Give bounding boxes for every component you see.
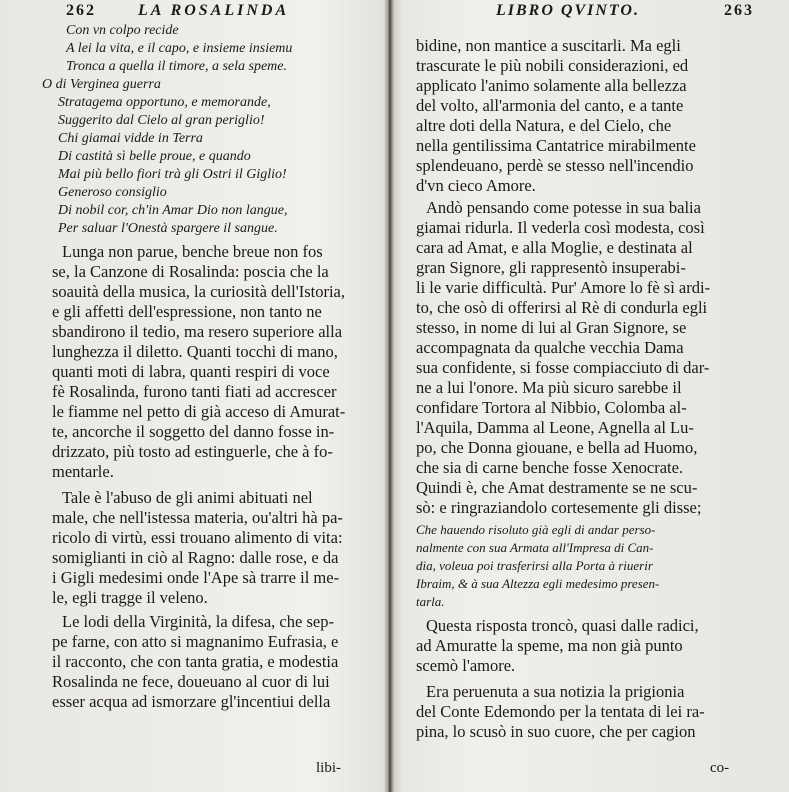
poem-line: Generoso consiglio <box>58 185 167 200</box>
text-line: bidine, non mantice a suscitarli. Ma egli <box>416 36 681 55</box>
text-line: giamai ridurla. Il vederla così modesta, così <box>416 218 705 237</box>
book-gutter <box>384 0 394 792</box>
text-line: scemò l'amore. <box>416 656 516 675</box>
text-line: quanti moti di labra, quanti respiri di voce <box>52 362 330 381</box>
text-line: mentarle. <box>52 462 114 481</box>
text-line: Andò pensando come potesse in sua balia <box>426 198 701 217</box>
poem-line: Di nobil cor, ch'in Amar Dio non langue, <box>58 203 288 218</box>
italic-text-line: dia, voleua poi trasferirsi alla Porta à riuerir <box>416 558 653 573</box>
text-line: le, egli tragge il veleno. <box>52 588 208 607</box>
poem-line: Stratagema opportuno, e memorande, <box>58 95 271 110</box>
italic-text-line: Ibraim, & à sua Altezza egli medesimo presen- <box>416 576 660 591</box>
text-line: sò: e ringraziandolo cortesemente gli disse; <box>416 498 702 517</box>
text-line: pina, lo scusò in suo cuore, che per cagion <box>416 722 696 741</box>
poem-line: Di castità sì belle proue, e quando <box>58 149 251 164</box>
poem-line: A lei la vita, e il capo, e insieme insiemu <box>66 41 293 56</box>
text-line: d'vn cieco Amore. <box>416 176 536 195</box>
text-line: il racconto, che con tanta gratia, e modestia <box>52 652 339 671</box>
text-line: drizzato, più tosto ad estinguerle, che à fo- <box>52 442 333 461</box>
text-line: se, la Canzone di Rosalinda: poscia che la <box>52 262 329 281</box>
poem-line: Mai più bello fiori trà gli Ostri il Giglio! <box>58 167 287 182</box>
text-line: splendeuano, perdè se stesso nell'incendio <box>416 156 694 175</box>
text-line: li le varie difficultà. Pur' Amore lo fè sì ardi- <box>416 278 711 297</box>
text-line: sua confidente, si fosse compiacciuto di dar- <box>416 358 710 377</box>
text-line: fè Rosalinda, furono tanti fiati ad accrescer <box>52 382 337 401</box>
text-line: trascurate le più nobili considerazioni, ed <box>416 56 689 75</box>
italic-text-line: nalmente con sua Armata all'Impresa di Can- <box>416 540 654 555</box>
left-page-number: 262 <box>66 2 96 19</box>
left-page <box>0 0 384 792</box>
poem-line: Suggerito dal Cielo al gran periglio! <box>58 113 265 128</box>
text-line: i Gigli medesimi onde l'Ape sà trarre il me- <box>52 568 340 587</box>
text-line: l'Aquila, Damma al Leone, Agnella al Lu- <box>416 418 694 437</box>
right-running-title: LIBRO QVINTO. <box>496 2 640 19</box>
text-line: Rosalinda ne fece, doueuano al cuor di lui <box>52 672 330 691</box>
text-line: Le lodi della Virginità, la difesa, che sep- <box>62 612 334 631</box>
italic-text-line: tarla. <box>416 594 445 609</box>
text-line: nella gentilissima Cantatrice mirabilmente <box>416 136 696 155</box>
poem-line: Tronca a quella il timore, a sela speme. <box>66 59 287 74</box>
text-line: Era peruenuta a sua notizia la prigionia <box>426 682 685 701</box>
text-line: applicato l'animo solamente alla bellezza <box>416 76 687 95</box>
text-line: del volto, all'armonia del canto, e a tante <box>416 96 684 115</box>
text-line: somiglianti in ciò al Ragno: dalle rose, e da <box>52 548 339 567</box>
text-line: pe farne, con atto si magnanimo Eufrasia, e <box>52 632 339 651</box>
text-line: stesso, in nome di lui al Gran Signore, se <box>416 318 687 337</box>
text-line: male, che nell'istessa materia, ou'altri hà pa- <box>52 508 343 527</box>
text-line: accompagnata da qualche vecchia Dama <box>416 338 684 357</box>
text-line: ricolo di virtù, essi trouano alimento di vita: <box>52 528 343 547</box>
text-line: del Conte Edemondo per la tentata di lei ra- <box>416 702 705 721</box>
text-line: e gli affetti dell'espressione, non tanto ne <box>52 302 322 321</box>
text-line: ne a lui l'onore. Ma più sicuro sarebbe il <box>416 378 682 397</box>
poem-line: Per saluar l'Onestà spargere il sangue. <box>58 221 278 236</box>
text-line: che sia di carne benche fosse Xenocrate. <box>416 458 684 477</box>
text-line: lunghezza il diletto. Quanti tocchi di mano, <box>52 342 338 361</box>
text-line: Lunga non parue, benche breue non fos <box>62 242 323 261</box>
right-page <box>394 0 789 792</box>
poem-line: Chi giamai vidde in Terra <box>58 131 203 146</box>
text-line: Tale è l'abuso de gli animi abituati nel <box>62 488 313 507</box>
left-catchword: libi- <box>316 760 341 776</box>
text-line: Questa risposta troncò, quasi dalle radici, <box>426 616 699 635</box>
text-line: cara ad Amat, e alla Moglie, e destinata al <box>416 238 693 257</box>
text-line: altre doti della Natura, e del Cielo, che <box>416 116 672 135</box>
text-line: Quindi è, che Amat destramente se ne scu- <box>416 478 698 497</box>
poem-line: Con vn colpo recide <box>66 23 179 38</box>
text-line: sbandirono il tedio, ma resero superiore alla <box>52 322 343 341</box>
text-line: confidare Tortora al Nibbio, Colomba al- <box>416 398 687 417</box>
text-line: esser acqua ad ismorzare gl'incentiui della <box>52 692 331 711</box>
text-line: le fiamme nel petto di già acceso di Amurat- <box>52 402 346 421</box>
text-line: gran Signore, gli rappresentò insuperabi- <box>416 258 686 277</box>
right-page-number: 263 <box>724 2 754 19</box>
poem-line: O di Verginea guerra <box>42 77 161 92</box>
text-line: to, che osò di offerirsi al Rè di condurla egli <box>416 298 708 317</box>
text-line: soauità della musica, la curiosità dell'Istoria, <box>52 282 346 301</box>
text-line: po, che Donna giouane, e bella ad Huomo, <box>416 438 698 457</box>
left-running-title: LA ROSALINDA <box>138 2 290 19</box>
text-line: te, ancorche il soggetto del danno fosse in- <box>52 422 335 441</box>
right-catchword: co- <box>710 760 730 776</box>
text-line: ad Amuratte la speme, ma non già punto <box>416 636 683 655</box>
italic-text-line: Che hauendo risoluto già egli di andar perso- <box>416 522 656 537</box>
